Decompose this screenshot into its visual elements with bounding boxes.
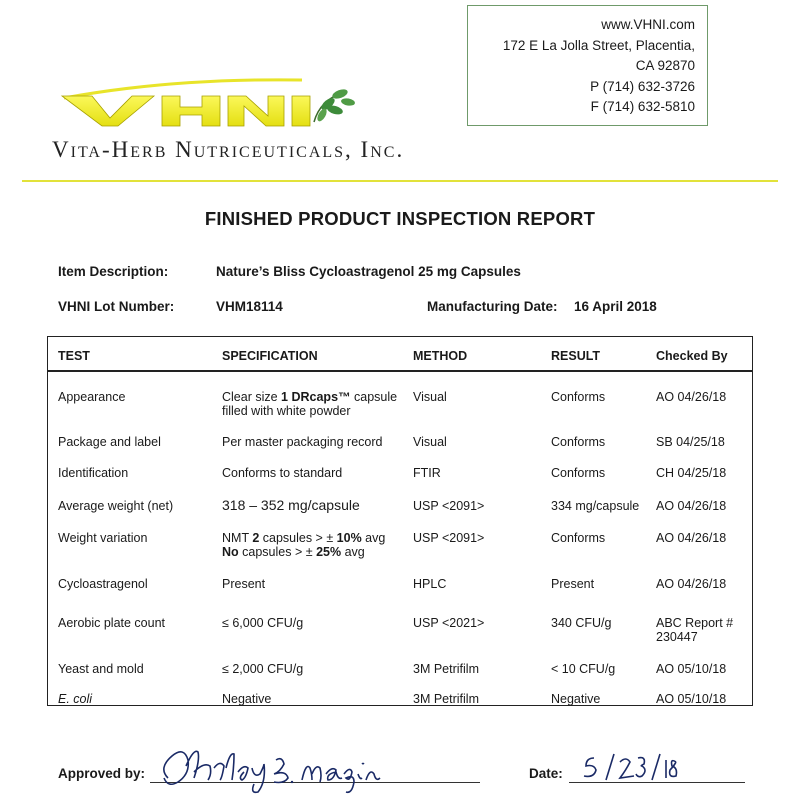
specification bbox=[222, 531, 385, 559]
test-name: Appearance bbox=[58, 390, 126, 404]
spec-line: filled with white powder bbox=[222, 404, 351, 418]
checked-by: CH 04/25/18 bbox=[656, 466, 727, 480]
method: HPLC bbox=[413, 577, 447, 591]
specification: Conforms to standard bbox=[222, 466, 343, 480]
result: < 10 CFU/g bbox=[551, 662, 616, 676]
checked-by: SB 04/25/18 bbox=[656, 435, 725, 449]
test-name: Yeast and mold bbox=[58, 662, 144, 676]
test-name: Weight variation bbox=[58, 531, 148, 545]
method: 3M Petrifilm bbox=[413, 692, 479, 706]
checked-line: ABC Report # bbox=[656, 616, 734, 630]
specification: ≤ 6,000 CFU/g bbox=[222, 616, 304, 630]
result: Conforms bbox=[551, 531, 606, 545]
header-test: TEST bbox=[58, 349, 90, 363]
manufacturing-date-value: 16 April 2018 bbox=[574, 299, 657, 314]
leaf-icon bbox=[314, 88, 356, 123]
method: Visual bbox=[413, 390, 447, 404]
method: Visual bbox=[413, 435, 447, 449]
method: 3M Petrifilm bbox=[413, 662, 479, 676]
checked-by: AO 04/26/18 bbox=[656, 531, 727, 545]
result: Present bbox=[551, 577, 595, 591]
method: USP <2021> bbox=[413, 616, 485, 630]
manufacturing-date-label: Manufacturing Date: bbox=[427, 299, 558, 314]
spec-line: No capsules > ± 25% avg bbox=[222, 545, 365, 559]
test-name: Aerobic plate count bbox=[58, 616, 166, 630]
checked-by: AO 05/10/18 bbox=[656, 692, 727, 706]
checked-by: AO 04/26/18 bbox=[656, 499, 727, 513]
item-description-label: Item Description: bbox=[58, 264, 169, 279]
checked-by: AO 04/26/18 bbox=[656, 577, 727, 591]
test-name: Identification bbox=[58, 466, 129, 480]
specification: Present bbox=[222, 577, 266, 591]
company-name: Vita-Herb Nutriceuticals, Inc. bbox=[52, 137, 405, 162]
fax-number: F (714) 632-5810 bbox=[590, 99, 695, 114]
result: 340 CFU/g bbox=[551, 616, 612, 630]
report-title: FINISHED PRODUCT INSPECTION REPORT bbox=[204, 208, 596, 229]
street-address: 172 E La Jolla Street, Placentia, bbox=[502, 37, 695, 53]
phone-number: P (714) 632-3726 bbox=[590, 78, 695, 94]
contact-box bbox=[467, 5, 708, 126]
header-result: RESULT bbox=[551, 349, 601, 363]
test-name: Package and label bbox=[58, 435, 161, 449]
specification: ≤ 2,000 CFU/g bbox=[222, 662, 304, 676]
result: Negative bbox=[551, 692, 601, 706]
spec-line: NMT 2 capsules > ± 10% avg bbox=[222, 531, 386, 545]
header-specification: SPECIFICATION bbox=[222, 349, 318, 363]
inspection-table bbox=[47, 336, 753, 706]
header-divider bbox=[22, 180, 778, 182]
method: USP <2091> bbox=[413, 499, 485, 513]
table-header-divider bbox=[47, 370, 753, 372]
lot-number-value: VHM18114 bbox=[216, 299, 283, 314]
signature bbox=[150, 738, 390, 796]
checked-line: 230447 bbox=[656, 630, 698, 644]
result: Conforms bbox=[551, 466, 606, 480]
test-name: E. coli bbox=[58, 692, 93, 706]
handwritten-date bbox=[580, 748, 680, 788]
spec-line: Clear size 1 DRcaps™ capsule bbox=[222, 390, 398, 404]
checked-by: AO 04/26/18 bbox=[656, 390, 727, 404]
test-name: Average weight (net) bbox=[58, 499, 174, 513]
test-name: Cycloastragenol bbox=[58, 577, 148, 591]
date-label: Date: bbox=[529, 766, 563, 781]
vhni-logo-graphic bbox=[52, 70, 382, 130]
method: USP <2091> bbox=[413, 531, 485, 545]
result: Conforms bbox=[551, 390, 606, 404]
header-checked-by: Checked By bbox=[656, 349, 728, 363]
approved-by-label: Approved by: bbox=[58, 766, 146, 781]
checked-by bbox=[656, 616, 733, 644]
specification bbox=[222, 390, 397, 418]
result: 334 mg/capsule bbox=[551, 499, 640, 513]
city-zip: CA 92870 bbox=[635, 58, 695, 73]
result: Conforms bbox=[551, 435, 606, 449]
specification: Per master packaging record bbox=[222, 435, 383, 449]
method: FTIR bbox=[413, 466, 441, 480]
specification: 318 – 352 mg/capsule bbox=[222, 497, 360, 513]
lot-number-label: VHNI Lot Number: bbox=[58, 299, 175, 314]
checked-by: AO 05/10/18 bbox=[656, 662, 727, 676]
header-method: METHOD bbox=[413, 349, 468, 363]
specification: Negative bbox=[222, 692, 272, 706]
item-description-value: Nature’s Bliss Cycloastragenol 25 mg Capsules bbox=[216, 264, 521, 279]
website-link[interactable]: www.VHNI.com bbox=[601, 17, 695, 32]
